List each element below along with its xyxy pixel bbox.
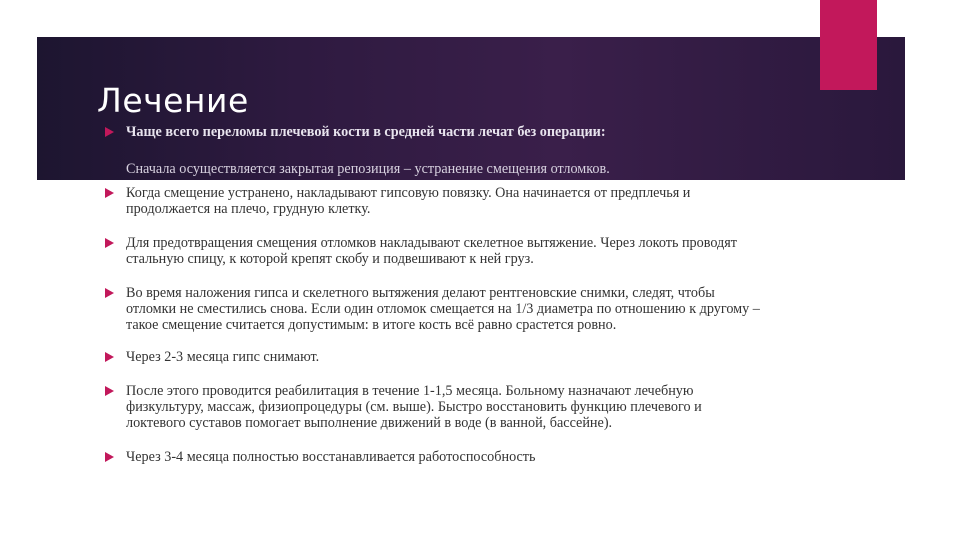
bullet-text: После этого проводится реабилитация в течение 1-1,5 месяца. Больному назначают лечебную физкультуру, массаж, физиопроцедуры (см. выше). Быстро восстановить функцию плечевого и локтевого суставов помогает выполнение движений в воде (в ванной, бассейне).	[126, 383, 702, 431]
bullet-text: Когда смещение устранено, накладывают гипсовую повязку. Она начинается от предплечья и продолжается на плечо, грудную клетку.	[126, 185, 691, 217]
arrow-bullet-icon	[105, 352, 114, 362]
bullet-item	[103, 185, 763, 217]
arrow-bullet-icon	[105, 288, 114, 298]
bullet-list	[103, 124, 763, 465]
bullet-item	[103, 124, 763, 177]
bullet-subtext: Сначала осуществляется закрытая репозиция – устранение смещения отломков.	[126, 161, 610, 177]
arrow-bullet-icon	[105, 386, 114, 396]
bullet-item	[103, 285, 763, 333]
bullet-text: Через 3-4 месяца полностью восстанавливается работоспособность	[126, 449, 536, 465]
arrow-bullet-icon	[105, 188, 114, 198]
bullet-item	[103, 449, 763, 465]
bullet-item	[103, 349, 763, 365]
arrow-bullet-icon	[105, 452, 114, 462]
accent-bar	[820, 0, 877, 90]
bullet-item	[103, 235, 763, 267]
bullet-text: Для предотвращения смещения отломков накладывают скелетное вытяжение. Через локоть проводят стальную спицу, к которой крепят скобу и подвешивают к ней груз.	[126, 235, 737, 267]
slide-title: Лечение	[97, 81, 249, 120]
bullet-text: Чаще всего переломы плечевой кости в средней части лечат без операции:	[126, 124, 606, 140]
arrow-bullet-icon	[105, 127, 114, 137]
bullet-text: Через 2-3 месяца гипс снимают.	[126, 349, 320, 365]
bullet-text: Во время наложения гипса и скелетного вытяжения делают рентгеновские снимки, следят, чтобы отломки не сместились снова. Если один отломок смещается на 1/3 диаметра по отношению к другому – такое смещение считается допустимым: в итоге кость всё равно срастется ровно.	[126, 285, 760, 333]
arrow-bullet-icon	[105, 238, 114, 248]
bullet-item	[103, 383, 763, 431]
